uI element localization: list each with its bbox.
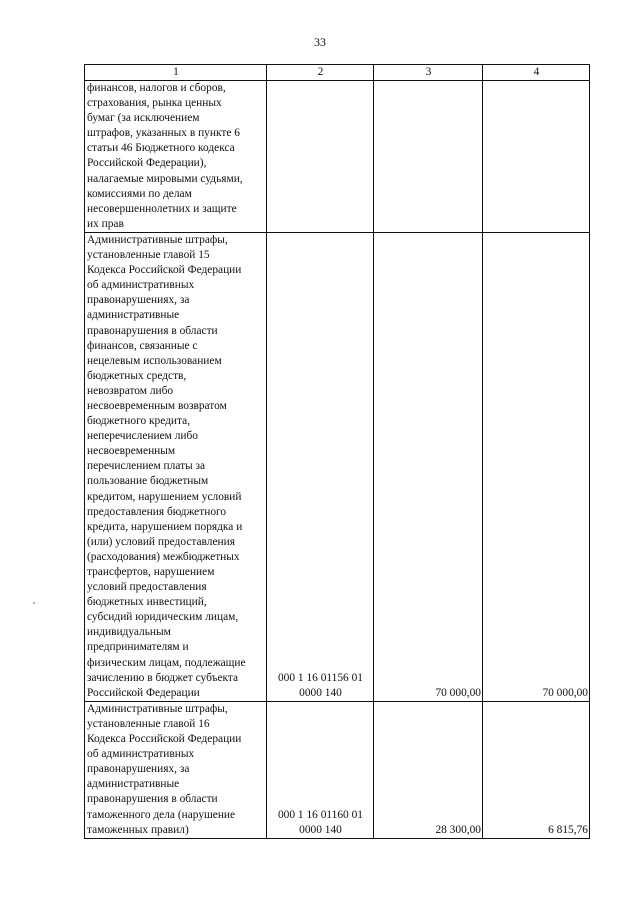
table-row: [85, 232, 590, 701]
row-budget-code: [267, 81, 374, 233]
row-amount-col3: 28 300,00: [374, 701, 483, 838]
table-row: [85, 701, 590, 838]
row-description: Административные штрафы, установленные главой 16 Кодекса Российской Федерации об административных правонарушениях, за административные правонарушения в области таможенного дела (нарушение таможенных правил): [85, 701, 267, 838]
table-body: [85, 81, 590, 839]
row-budget-code: 000 1 16 01160 01 0000 140: [267, 701, 374, 838]
column-header-4: 4: [483, 65, 590, 81]
row-amount-col3: [374, 81, 483, 233]
table-row: [85, 81, 590, 233]
row-description: финансов, налогов и сборов, страхования, рынка ценных бумаг (за исключением штрафов, указанных в пункте 6 статьи 46 Бюджетного кодекса Российской Федерации), налагаемые мировыми судьями, комиссиями по делам несовершеннолетних и защите их прав: [85, 81, 267, 233]
page-number: 33: [314, 35, 326, 49]
column-header-3: 3: [374, 65, 483, 81]
table-header: [85, 65, 590, 81]
row-amount-col4: [483, 81, 590, 233]
row-budget-code: 000 1 16 01156 01 0000 140: [267, 232, 374, 701]
row-amount-col4: 70 000,00: [483, 232, 590, 701]
column-header-2: 2: [267, 65, 374, 81]
header-row: [85, 65, 590, 81]
scan-speck: [33, 602, 35, 604]
column-header-1: 1: [85, 65, 267, 81]
row-amount-col3: 70 000,00: [374, 232, 483, 701]
budget-table: [84, 64, 590, 839]
row-amount-col4: 6 815,76: [483, 701, 590, 838]
row-description: Административные штрафы, установленные главой 15 Кодекса Российской Федерации об административных правонарушениях, за административные правонарушения в области финансов, связанные с нецелевым использованием бюджетных средств, невозвратом либо несвоевременным возвратом бюджетного кредита, неперечислением либо несвоевременным перечислением платы за пользование бюджетным кредитом, нарушением условий предоставления бюджетного кредита, нарушением порядка и (или) условий предоставления (расходования) межбюджетных трансфертов, нарушением условий предоставления бюджетных инвестиций, субсидий юридическим лицам, индивидуальным предпринимателям и физическим лицам, подлежащие зачислению в бюджет субъекта Российской Федерации: [85, 232, 267, 701]
